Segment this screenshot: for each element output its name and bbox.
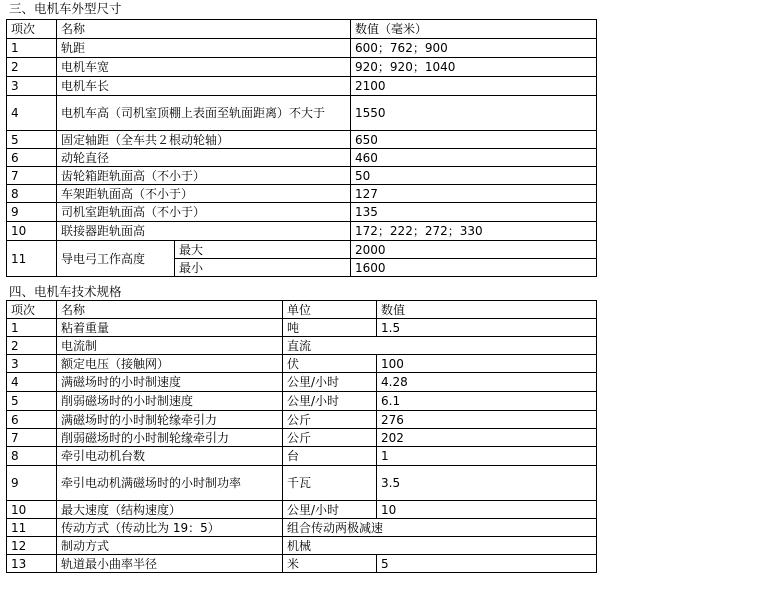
row-no: 11	[7, 241, 57, 277]
row-value: 2100	[351, 77, 597, 96]
row-name: 牵引电动机满磁场时的小时制功率	[57, 466, 283, 501]
table-row	[7, 167, 597, 185]
row-no: 11	[7, 519, 57, 537]
row-name: 司机室距轨面高（不小于）	[57, 203, 351, 222]
row-no: 3	[7, 77, 57, 96]
row-name: 轨距	[57, 39, 351, 58]
dimensions-table	[6, 19, 597, 277]
row-no: 8	[7, 185, 57, 203]
table-row	[7, 203, 597, 222]
row-name: 削弱磁场时的小时制速度	[57, 392, 283, 411]
header-value: 数值	[377, 301, 597, 319]
row-name: 电机车高（司机室顶棚上表面至轨面距离）不大于	[57, 96, 351, 131]
row-name: 固定轴距（全车共２根动轮轴）	[57, 131, 351, 149]
row-unit: 公斤	[283, 429, 377, 447]
row-value: 50	[351, 167, 597, 185]
table-row	[7, 222, 597, 241]
row-value: 202	[377, 429, 597, 447]
row-value: 600；762；900	[351, 39, 597, 58]
row-value: 650	[351, 131, 597, 149]
row-value: 276	[377, 411, 597, 429]
row-no: 7	[7, 167, 57, 185]
row-name: 牵引电动机台数	[57, 447, 283, 466]
table-row	[7, 96, 597, 131]
row-name: 电机车宽	[57, 58, 351, 77]
row-value: 100	[377, 355, 597, 373]
table-row	[7, 355, 597, 373]
row-no: 2	[7, 337, 57, 355]
table-row	[7, 501, 597, 519]
row-no: 10	[7, 222, 57, 241]
row-name: 车架距轨面高（不小于）	[57, 185, 351, 203]
tech-spec-table	[6, 300, 597, 573]
table-row	[7, 519, 597, 537]
row-value: 5	[377, 555, 597, 573]
row-name: 满磁场时的小时制轮缘牵引力	[57, 411, 283, 429]
table-row	[7, 39, 597, 58]
table-row	[7, 392, 597, 411]
table-row	[7, 185, 597, 203]
row-name: 制动方式	[57, 537, 283, 555]
row-no: 12	[7, 537, 57, 555]
row-unit: 公里/小时	[283, 373, 377, 392]
table-row	[7, 131, 597, 149]
row-unit: 伏	[283, 355, 377, 373]
row-no: 4	[7, 96, 57, 131]
row-unit: 直流	[283, 337, 597, 355]
header-unit: 单位	[283, 301, 377, 319]
row-name: 削弱磁场时的小时制轮缘牵引力	[57, 429, 283, 447]
table-row	[7, 447, 597, 466]
row-no: 3	[7, 355, 57, 373]
row-name: 电流制	[57, 337, 283, 355]
row-value: 6.1	[377, 392, 597, 411]
row-value: 127	[351, 185, 597, 203]
section-3-title: 三、电机车外型尺寸	[9, 1, 122, 16]
row-unit: 组合传动两极减速	[283, 519, 597, 537]
row-name: 最大速度（结构速度）	[57, 501, 283, 519]
row-name: 轨道最小曲率半径	[57, 555, 283, 573]
row-name: 粘着重量	[57, 319, 283, 337]
row-value: 460	[351, 149, 597, 167]
row-unit: 公里/小时	[283, 392, 377, 411]
row-value: 3.5	[377, 466, 597, 501]
row-unit: 公里/小时	[283, 501, 377, 519]
row-no: 9	[7, 203, 57, 222]
table-row	[7, 337, 597, 355]
table-row	[7, 555, 597, 573]
header-no: 项次	[7, 301, 57, 319]
row-no: 9	[7, 466, 57, 501]
row-value: 10	[377, 501, 597, 519]
row-name: 传动方式（传动比为 19：5）	[57, 519, 283, 537]
row-name: 额定电压（接触网）	[57, 355, 283, 373]
row-no: 6	[7, 411, 57, 429]
table-row	[7, 429, 597, 447]
table-row	[7, 466, 597, 501]
row-unit: 机械	[283, 537, 597, 555]
row-unit: 台	[283, 447, 377, 466]
section-4-title: 四、电机车技术规格	[9, 284, 122, 299]
header-no: 项次	[7, 20, 57, 39]
row-value: 1.5	[377, 319, 597, 337]
table-row	[7, 373, 597, 392]
row-no: 10	[7, 501, 57, 519]
row-value: 1	[377, 447, 597, 466]
table-row	[7, 77, 597, 96]
header-name: 名称	[57, 301, 283, 319]
row-value: 172；222；272；330	[351, 222, 597, 241]
row-name: 电机车长	[57, 77, 351, 96]
row-no: 5	[7, 131, 57, 149]
row-no: 1	[7, 39, 57, 58]
header-value: 数值（毫米）	[351, 20, 597, 39]
row-name: 齿轮箱距轨面高（不小于）	[57, 167, 351, 185]
row-value: 135	[351, 203, 597, 222]
row-unit: 吨	[283, 319, 377, 337]
row-name: 动轮直径	[57, 149, 351, 167]
row-no: 6	[7, 149, 57, 167]
row-unit: 米	[283, 555, 377, 573]
row-no: 1	[7, 319, 57, 337]
table-header-row	[7, 301, 597, 319]
table-row	[7, 537, 597, 555]
row-no: 4	[7, 373, 57, 392]
sub-label-max: 最大	[175, 241, 351, 259]
row-value: 4.28	[377, 373, 597, 392]
row-value-max: 2000	[351, 241, 597, 259]
row-unit: 公斤	[283, 411, 377, 429]
row-no: 7	[7, 429, 57, 447]
row-value: 1550	[351, 96, 597, 131]
row-name: 导电弓工作高度	[57, 241, 175, 277]
table-row	[7, 411, 597, 429]
table-row	[7, 241, 597, 259]
row-value: 920；920；1040	[351, 58, 597, 77]
row-no: 13	[7, 555, 57, 573]
row-no: 8	[7, 447, 57, 466]
row-no: 2	[7, 58, 57, 77]
table-row	[7, 149, 597, 167]
table-row	[7, 319, 597, 337]
row-name: 满磁场时的小时制速度	[57, 373, 283, 392]
header-name: 名称	[57, 20, 351, 39]
sub-label-min: 最小	[175, 259, 351, 277]
row-unit: 千瓦	[283, 466, 377, 501]
row-value-min: 1600	[351, 259, 597, 277]
table-header-row	[7, 20, 597, 39]
row-name: 联接器距轨面高	[57, 222, 351, 241]
table-row	[7, 58, 597, 77]
row-no: 5	[7, 392, 57, 411]
